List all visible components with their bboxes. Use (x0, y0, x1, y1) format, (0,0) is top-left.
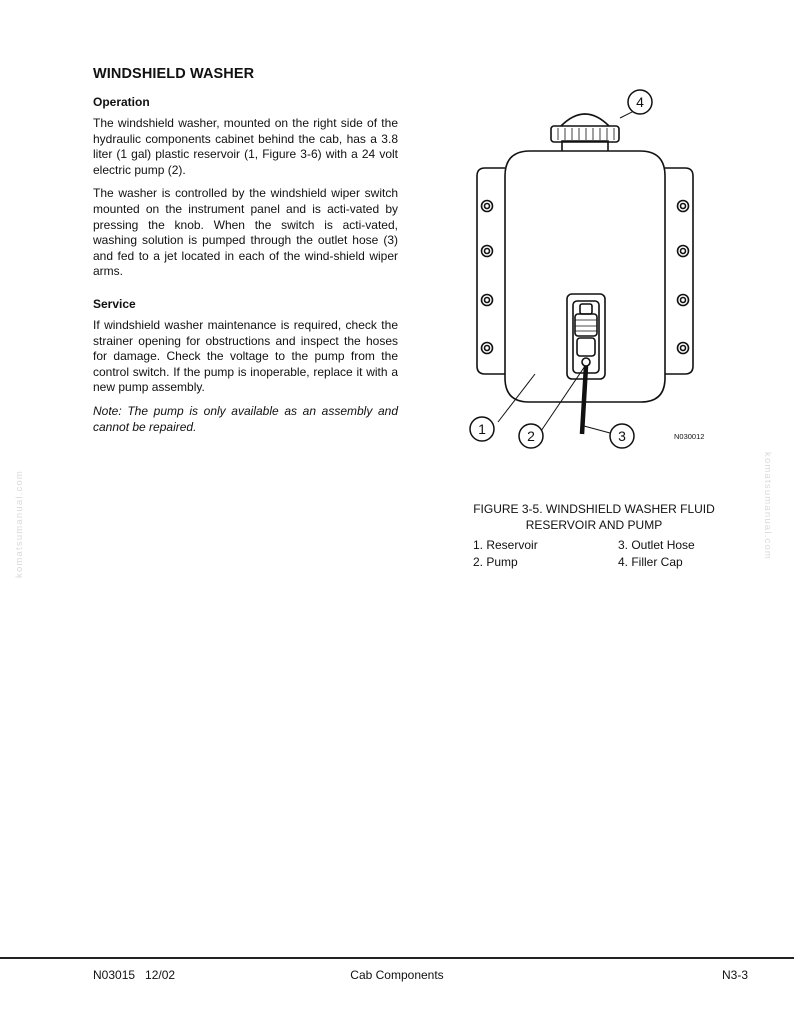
service-note: Note: The pump is only available as an assembly and cannot be repaired. (93, 403, 398, 434)
watermark-left: komatsumanual.com (14, 469, 25, 578)
figure-legend (473, 538, 733, 570)
callout-4-label: 4 (636, 94, 644, 110)
operation-paragraph-1: The windshield washer, mounted on the right side of the hydraulic components cabinet behind the cab, has a 3.8 liter (1 gal) plastic reservoir (1, Figure 3-6) with a 24 volt electric pump (2). (93, 116, 398, 177)
legend-item-reservoir: 1. Reservoir (473, 538, 538, 552)
drawing-code: N030012 (674, 432, 705, 441)
footer-page-number: N3-3 (721, 968, 748, 982)
outlet-hose (582, 366, 586, 434)
section-title: WINDSHIELD WASHER (93, 66, 255, 82)
reservoir-drawing (465, 86, 725, 456)
callout-2-label: 2 (527, 428, 535, 444)
figure-caption (455, 502, 733, 533)
service-heading: Service (93, 296, 136, 311)
legend-item-pump: 2. Pump (473, 554, 518, 569)
legend-item-outlet-hose: 3. Outlet Hose (618, 538, 695, 552)
footer-section-name: Cab Components (350, 968, 444, 982)
watermark-right: komatsumanual.com (762, 452, 773, 561)
footer-doc-id: N03015 12/02 (93, 968, 176, 982)
caption-line-1: FIGURE 3-5. WINDSHIELD WASHER FLUID (473, 502, 715, 516)
main-text-column (93, 66, 398, 443)
callout-1-label: 1 (478, 421, 486, 437)
reservoir-figure (465, 86, 725, 456)
footer-rule (0, 957, 794, 959)
legend-item-filler-cap: 4. Filler Cap (618, 554, 683, 569)
operation-paragraph-2: The washer is controlled by the windshield wiper switch mounted on the instrument panel and is acti-vated by pressing the knob. When the switch is acti-vated, washing solution is pumped through the outlet hose (3) and fed to a jet located in each of the wind-shield wiper arms. (93, 186, 398, 279)
caption-line-2: RESERVOIR AND PUMP (525, 517, 663, 532)
callout-3-label: 3 (618, 428, 626, 444)
operation-heading: Operation (93, 95, 150, 109)
service-paragraph-1: If windshield washer maintenance is required, check the strainer opening for obstructions and inspect the hoses for damage. Check the voltage to the pump from the control switch. If the pump is inoperable, replace it with a new pump assembly. (93, 317, 398, 395)
